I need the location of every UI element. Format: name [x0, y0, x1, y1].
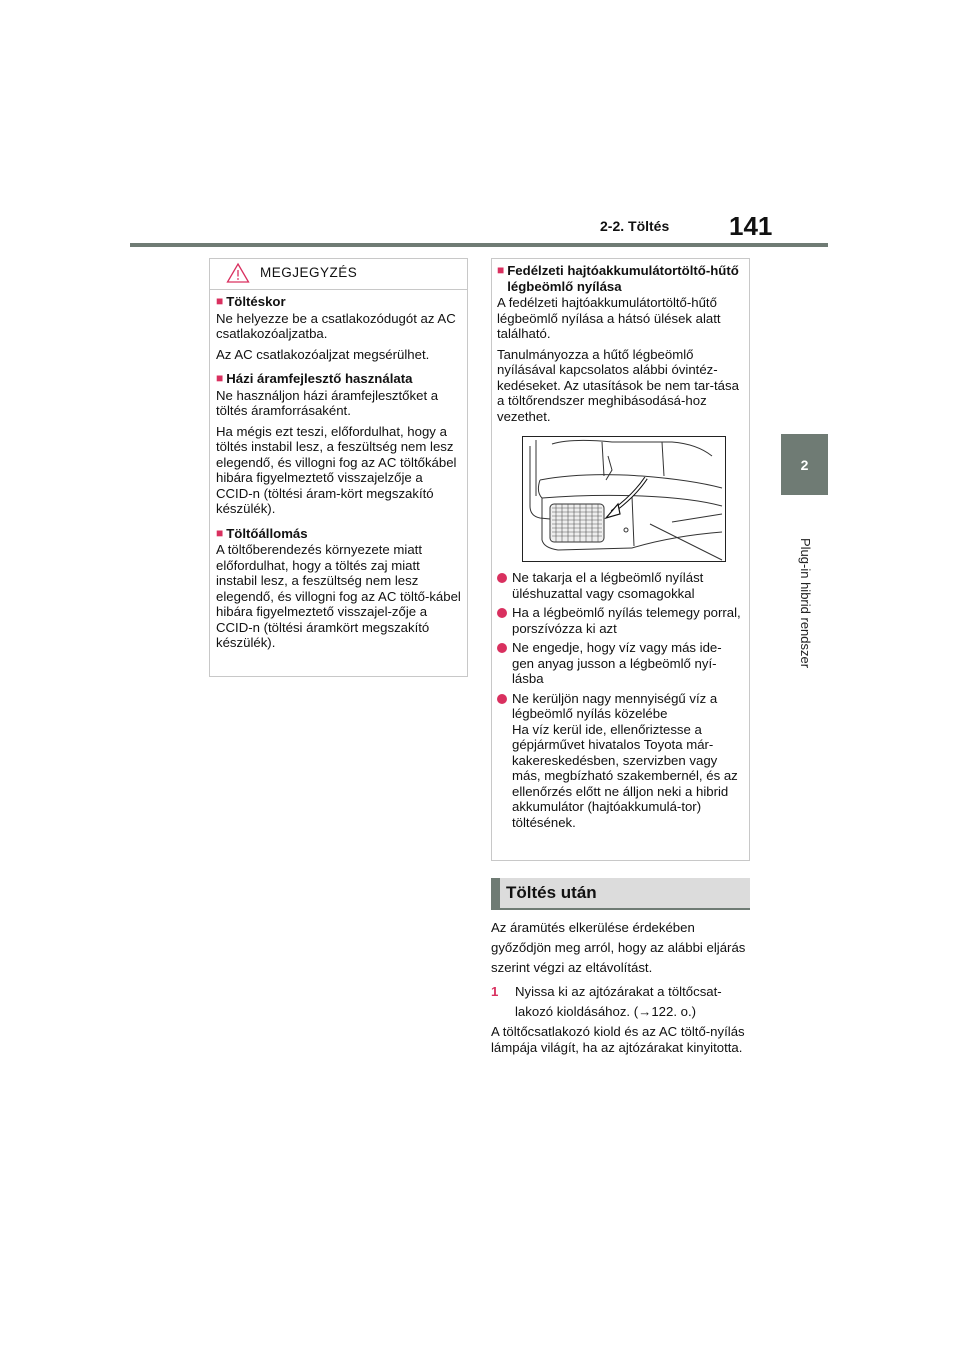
bullet-dot-icon	[497, 643, 507, 653]
warning-icon	[226, 262, 250, 284]
paragraph: A töltőberendezés környezete miatt előfordulhat, hogy a töltés zaj miatt instabil lesz, a feszültség nem lesz elegendő, és villogni fog az AC töltő-kábel hibára figyelmeztető visszajel-zője a CCID-n (töltési áramkört megszakító készülék).	[216, 542, 461, 650]
vent-box	[491, 258, 750, 861]
square-bullet-icon: ■	[216, 294, 224, 308]
bullet-dot-icon	[497, 608, 507, 618]
section-header	[491, 878, 750, 910]
step-item	[491, 982, 750, 1022]
step-text: Nyissa ki az ajtózárakat a töltőcsat-lakozó kioldásához. (→122. o.)	[515, 984, 722, 1019]
section-header-bar	[491, 878, 500, 908]
chapter-title: Plug-in hibrid rendszer	[798, 538, 813, 669]
note-paragraph: A töltőcsatlakozó kiold és az AC töltő-nyílás lámpája világít, ha az ajtózárakat kinyitotta.	[491, 1024, 745, 1055]
bullet-extra: Ha víz kerül ide, ellenőriztesse a gépjárművet hivatalos Toyota már-kakereskedésben, szervizben vagy más, megbízható szakembernél, és az ellenőrzés előtt ne álljon neki a hibrid akkumulátor (hajtóakkumulá-tor) töltésének.	[512, 721, 738, 830]
header-rule	[130, 243, 828, 247]
list-item: Ne takarja el a légbeömlő nyílást üléshuzattal vagy csomagokkal	[497, 570, 743, 601]
notice-header	[210, 259, 467, 290]
paragraph: Ne helyezze be a csatlakozódugót az AC csatlakozóaljzatba.	[216, 310, 456, 341]
notice-section	[216, 371, 461, 517]
bullet-text: Ne kerüljön nagy mennyiségű víz a légbeömlő nyílás közelébe	[512, 690, 718, 721]
section-heading: Fedélzeti hajtóakkumulátortöltő-hűtő légbeömlő nyílása	[507, 263, 739, 294]
section-title: Töltés után	[506, 883, 597, 902]
header-section: 2-2. Töltés	[600, 218, 670, 234]
notice-title: MEGJEGYZÉS	[260, 265, 358, 280]
paragraph: Tanulmányozza a hűtő légbeömlő nyílásával kapcsolatos alábbi óvintéz-kedéseket. Az utasítások be nem tar-tása a töltőrendszer meghibásodásá-hoz vezethet.	[497, 346, 739, 424]
section-heading: Házi áramfejlesztő használata	[226, 371, 413, 386]
square-bullet-icon: ■	[216, 525, 224, 540]
square-bullet-icon: ■	[216, 371, 224, 385]
list-item: Ha a légbeömlő nyílás telemegy porral, porszívózza ki azt	[497, 605, 743, 636]
bullet-dot-icon	[497, 573, 507, 583]
bullet-dot-icon	[497, 694, 507, 704]
paragraph: A fedélzeti hajtóakkumulátortöltő-hűtő légbeömlő nyílása a hátsó ülések alatt található.	[497, 295, 721, 341]
section-heading: Töltőállomás	[226, 525, 308, 541]
notice-section	[216, 526, 461, 651]
paragraph: Ne használjon házi áramfejlesztőket a töltés áramforrásaként.	[216, 387, 439, 418]
notice-section	[216, 294, 461, 362]
section-heading: Töltéskor	[226, 294, 286, 309]
notice-box	[209, 258, 468, 677]
list-item: Ne engedje, hogy víz vagy más ide-gen anyag jusson a légbeömlő nyí-lásba	[497, 640, 743, 687]
paragraph: Ha mégis ezt teszi, előfordulhat, hogy a töltés instabil lesz, a feszültség nem lesz elegendő, és villogni fog az AC töltőkábel hibára figyelmeztető visszajelzője a CCID-n (töltési áram-kört megszakító készülék).	[216, 423, 457, 516]
page-number: 141	[729, 211, 773, 241]
step-number: 1	[491, 984, 499, 999]
intro-paragraph: Az áramütés elkerülése érdekében győződjön meg arról, hogy az alábbi eljárás szerint végzi az eltávolítást.	[491, 920, 746, 975]
chapter-tab: 2	[781, 434, 828, 495]
paragraph: Az AC csatlakozóaljzat megsérülhet.	[216, 346, 430, 362]
rear-seat-vent-illustration	[522, 436, 726, 562]
list-item	[497, 691, 743, 831]
after-charging-text	[491, 918, 750, 1059]
square-bullet-icon: ■	[497, 263, 505, 277]
